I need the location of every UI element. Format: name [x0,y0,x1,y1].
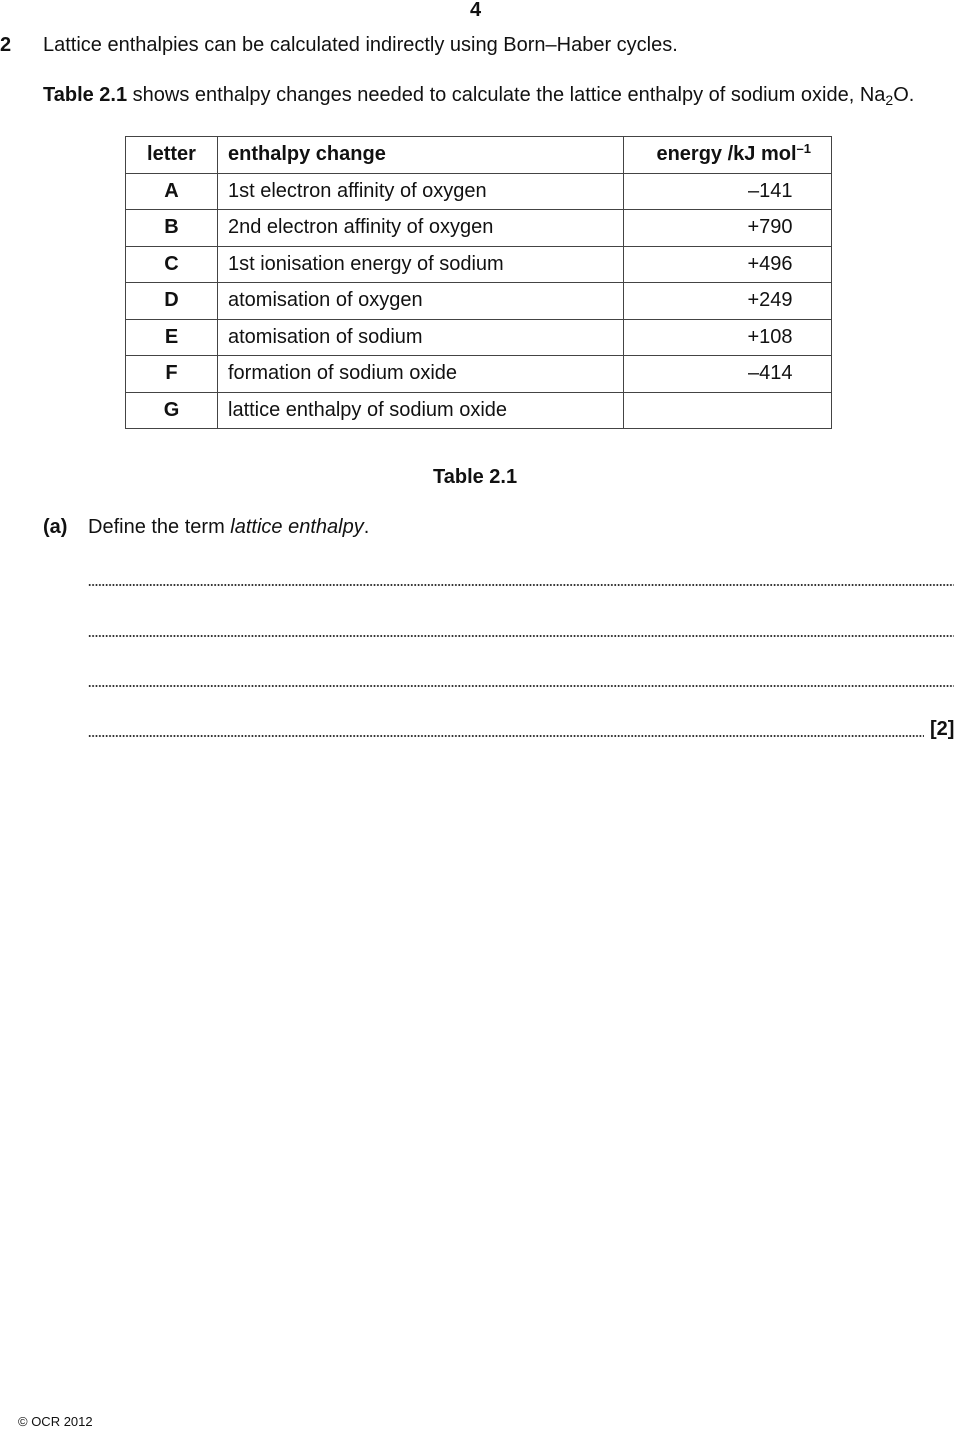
intro-text: shows enthalpy changes needed to calculate the lattice enthalpy of sodium oxide, Na [127,84,886,106]
answer-line[interactable] [88,583,954,587]
answer-line[interactable] [88,634,954,638]
marks-allocation: [2] [930,718,955,740]
row-letter: B [126,210,218,247]
row-energy: +249 [747,289,793,312]
part-question [88,516,369,539]
table-caption: Table 2.1 [433,466,518,488]
row-change: 1st ionisation energy of sodium [218,246,624,283]
part-question-term: lattice enthalpy [230,516,364,538]
row-change: 1st electron affinity of oxygen [218,173,624,210]
row-energy-cell [624,356,832,393]
answer-line[interactable] [88,734,924,738]
row-energy-cell [624,210,832,247]
row-change: atomisation of sodium [218,319,624,356]
part-label: (a) [43,516,68,538]
copyright-footer: © OCR 2012 [18,1414,93,1429]
question-number: 2 [0,34,12,56]
table-row [126,246,832,283]
row-energy: –414 [748,362,793,385]
row-energy: +108 [747,325,793,348]
table-header-row [126,137,832,174]
row-change: 2nd electron affinity of oxygen [218,210,624,247]
table-row [126,319,832,356]
table-row [126,356,832,393]
formula-subscript: 2 [885,92,894,108]
row-energy: +790 [747,216,793,239]
row-letter: E [126,319,218,356]
table-row [126,173,832,210]
row-letter: F [126,356,218,393]
header-letter: letter [126,137,218,174]
row-change: lattice enthalpy of sodium oxide [218,392,624,429]
row-letter: A [126,173,218,210]
table-row [126,283,832,320]
row-letter: C [126,246,218,283]
row-letter: G [126,392,218,429]
header-energy-exponent: –1 [796,141,811,157]
row-energy-cell [624,319,832,356]
header-energy-label: energy /kJ mol [656,143,797,166]
question-text: Lattice enthalpies can be calculated indirectly using Born–Haber cycles. [43,34,678,56]
part-question-suffix: . [363,516,370,538]
row-change: formation of sodium oxide [218,356,624,393]
row-energy-cell [624,173,832,210]
table-row [126,210,832,247]
intro-end: O. [893,84,915,106]
row-energy: +496 [747,252,793,275]
row-letter: D [126,283,218,320]
table-row [126,392,832,429]
row-energy-cell [624,246,832,283]
answer-line[interactable] [88,684,954,688]
row-change: atomisation of oxygen [218,283,624,320]
table-intro [43,84,914,107]
part-question-prefix: Define the term [88,516,231,538]
header-enthalpy-change: enthalpy change [218,137,624,174]
enthalpy-table [125,136,832,429]
table-reference: Table 2.1 [43,84,128,106]
row-energy: –141 [748,179,793,202]
row-energy-cell [624,283,832,320]
page-number: 4 [470,0,482,21]
header-energy [624,137,832,174]
row-energy-cell [624,392,832,429]
